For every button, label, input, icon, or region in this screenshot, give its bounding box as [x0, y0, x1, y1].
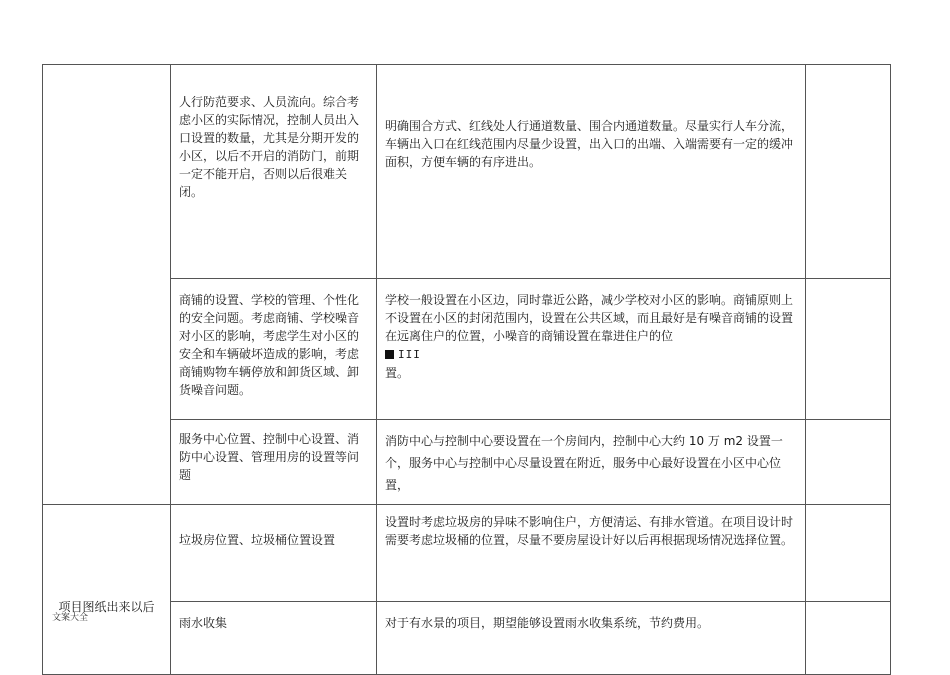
description-tail: 置。 [385, 366, 410, 380]
remark-cell [806, 279, 891, 420]
description-cell: 设置时考虑垃圾房的异味不影响住户，方便清运、有排水管道。在项目设计时需要考虑垃圾桶的位置，尽量不要房屋设计好以后再根据现场情况选择位置。 [377, 505, 806, 602]
description-cell [377, 279, 806, 420]
garbled-glyphs [385, 348, 421, 361]
requirement-cell: 服务中心位置、控制中心设置、消防中心设置、管理用房的设置等问题 [171, 420, 377, 505]
remark-cell [806, 65, 891, 279]
table-row [43, 602, 891, 675]
table-row [43, 65, 891, 279]
remark-cell [806, 420, 891, 505]
glyph-text: III [398, 348, 421, 361]
description-cell: 消防中心与控制中心要设置在一个房间内，控制中心大约 10 万 m2 设置一个，服务中心与控制中心尽量设置在附近，服务中心最好设置在小区中心位置， [377, 420, 806, 505]
item-cell [43, 65, 171, 505]
remark-cell [806, 602, 891, 675]
requirement-cell: 垃圾房位置、垃圾桶位置设置 [171, 505, 377, 602]
description-text: 学校一般设置在小区边，同时靠近公路，减少学校对小区的影响。商铺原则上不设置在小区的封闭范围内，设置在公共区域，而且最好是有噪音商铺的设置在远离住户的位置，小噪音的商铺设置在靠进住户的位 [385, 293, 794, 343]
description-cell: 明确围合方式、红线处人行通道数量、围合内通道数量。尽量实行人车分流，车辆出入口在红线范围内尽量少设置，出入口的出端、入端需要有一定的缓冲面积，方便车辆的有序进出。 [377, 65, 806, 279]
requirement-cell: 雨水收集 [171, 602, 377, 675]
requirement-cell: 商铺的设置、学校的管理、个性化的安全问题。考虑商铺、学校噪音对小区的影响，考虑学生对小区的安全和车辆破坏造成的影响，考虑商铺购物车辆停放和卸货区域、卸货噪音问题。 [171, 279, 377, 420]
document-table [42, 64, 891, 675]
remark-cell [806, 505, 891, 602]
description-cell: 对于有水景的项目，期望能够设置雨水收集系统，节约费用。 [377, 602, 806, 675]
black-square-icon [385, 350, 394, 359]
table-row [43, 279, 891, 420]
page-footer: 文案大全 [52, 613, 89, 623]
table-row [43, 420, 891, 505]
table-row [43, 505, 891, 602]
requirement-cell: 人行防范要求、人员流向。综合考虑小区的实际情况，控制人员出入口设置的数量，尤其是分期开发的小区，以后不开启的消防门，前期一定不能开启，否则以后很难关闭。 [171, 65, 377, 279]
item-cell: 项目图纸出来以后 [43, 505, 171, 675]
